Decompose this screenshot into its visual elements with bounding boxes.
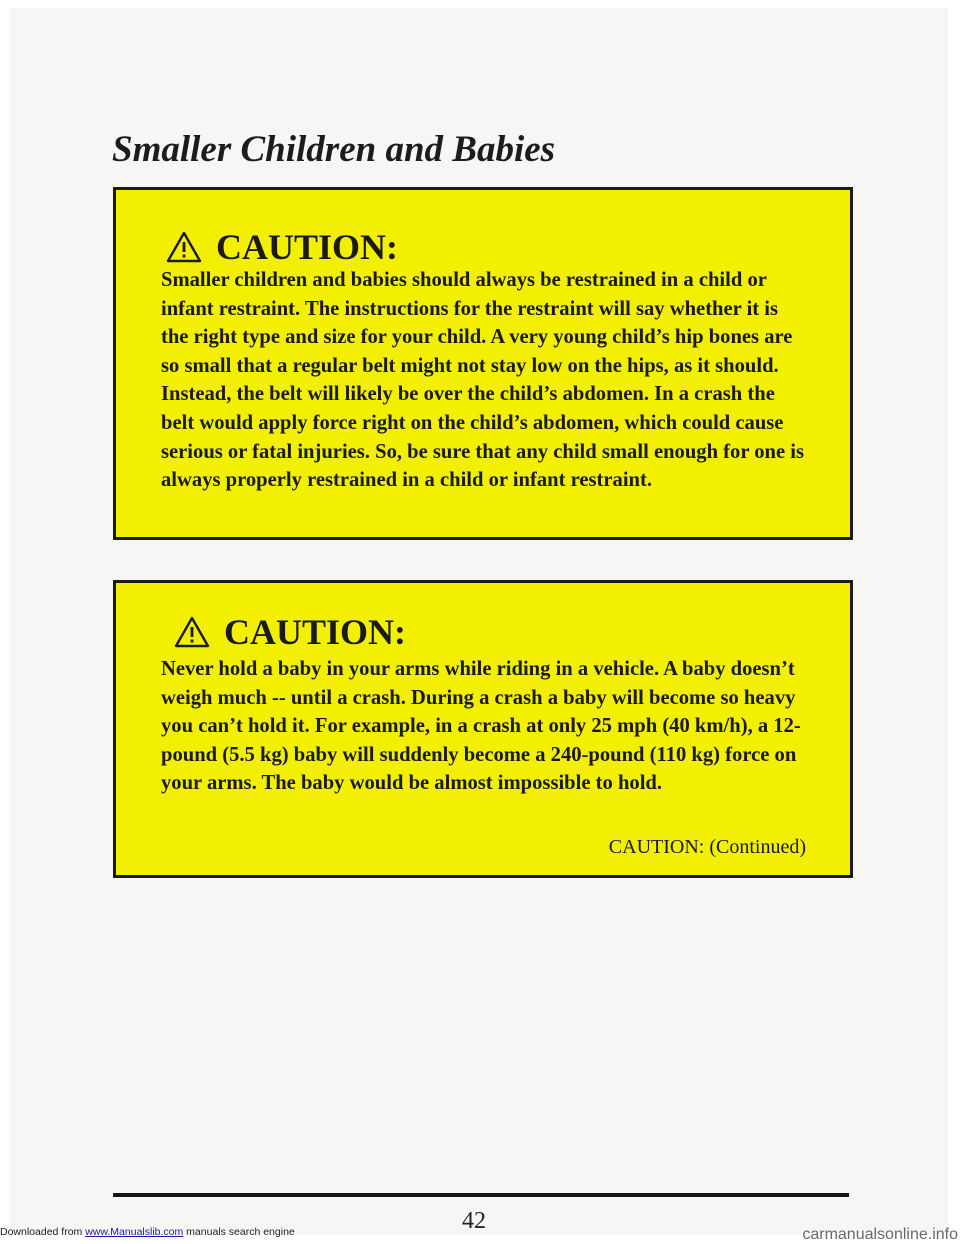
warning-triangle-icon bbox=[166, 231, 202, 263]
caution-continued-label: CAUTION: (Continued) bbox=[608, 836, 806, 858]
caution-title-text: CAUTION: bbox=[224, 612, 407, 652]
download-credit bbox=[0, 1226, 295, 1238]
warning-triangle-icon bbox=[174, 616, 210, 648]
caution-body: Never hold a baby in your arms while riding in a vehicle. A baby doesn’t weigh much -- until a crash. During a crash a baby will become so heavy you can’t hold it. For example, in a crash at only 25 mph (40 km/h), a 12-pound (5.5 kg) baby will suddenly become a 240-pound (110 kg) force on your arms. The baby would be almost impossible to hold. bbox=[161, 658, 801, 795]
download-credit-prefix: Downloaded from bbox=[0, 1226, 86, 1238]
manualslib-link[interactable]: www.Manualslib.com bbox=[85, 1226, 184, 1238]
section-heading: Smaller Children and Babies bbox=[112, 129, 556, 170]
download-credit-suffix: manuals search engine bbox=[183, 1226, 295, 1238]
caution-box-1 bbox=[113, 187, 853, 540]
caution-body: Smaller children and babies should always be restrained in a child or infant restraint. The instructions for the restraint will say whether it is the right type and size for your child. A very young child’s hip bones are so small that a regular belt might not stay low on the hips, as it should. Instead, the belt will likely be over the child’s abdomen. In a crash the belt would apply force right on the child’s abdomen, which could cause serious or fatal injuries. So, be sure that any child small enough for one is always properly restrained in a child or infant restraint. bbox=[161, 269, 805, 492]
caution-title bbox=[174, 611, 406, 653]
watermark: carmanualsonline.info bbox=[802, 1226, 958, 1243]
page-number: 42 bbox=[462, 1208, 486, 1234]
caution-box-2 bbox=[113, 580, 853, 878]
caution-title bbox=[166, 226, 398, 268]
caution-title-text: CAUTION: bbox=[216, 227, 399, 267]
footer-rule bbox=[113, 1193, 849, 1197]
